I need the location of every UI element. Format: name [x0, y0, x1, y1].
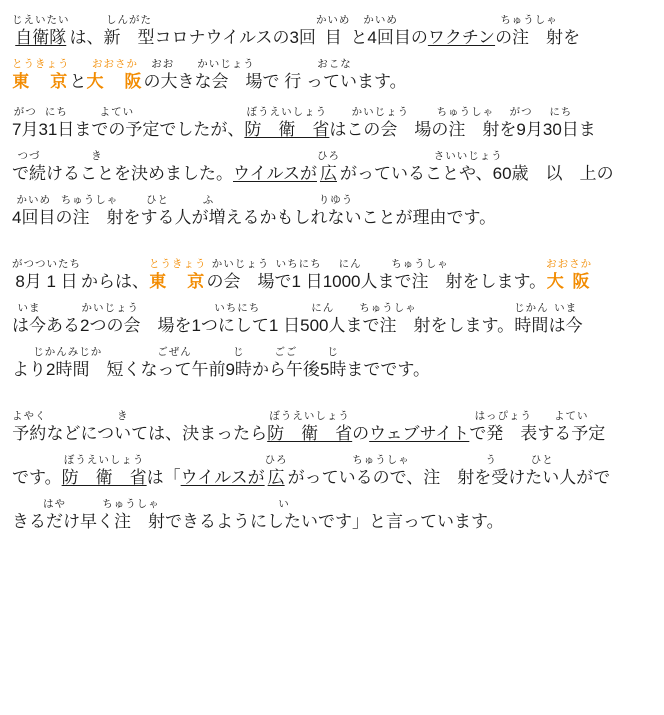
base-text: く注 射: [97, 512, 165, 531]
base-text: でしたが、: [159, 120, 245, 139]
base-text: まで注 射: [377, 272, 463, 291]
word: [252, 346, 320, 380]
text-line: [12, 150, 652, 184]
base-text: 9時: [225, 360, 252, 379]
base-text: 東 京: [149, 272, 207, 291]
furigana: じかんみじか: [33, 346, 103, 358]
furigana: かいじょう: [81, 302, 139, 314]
furigana: [181, 454, 265, 467]
furigana: [411, 14, 428, 27]
word: [579, 106, 596, 140]
word: [147, 454, 181, 488]
base-text: で続: [12, 164, 46, 183]
word: [499, 106, 542, 140]
furigana: [563, 14, 580, 27]
base-text: えるかもしれないことが理由: [225, 208, 447, 227]
base-text: で発 表: [469, 424, 538, 443]
base-text: まったら: [199, 424, 268, 443]
base-text: などについては、決: [46, 424, 200, 443]
furigana: [70, 14, 104, 27]
furigana: おこな: [317, 58, 352, 70]
base-text: できるようにしたいです」と言: [165, 512, 403, 531]
word: [563, 14, 580, 48]
word: [55, 194, 123, 228]
furigana: ちゅうしゃ: [359, 302, 417, 314]
highlighted-word: [12, 58, 70, 92]
base-text: の大きな会 場: [143, 72, 263, 91]
furigana: [233, 150, 317, 163]
text-line: [12, 346, 652, 380]
furigana: [430, 302, 514, 315]
base-text: 31日: [38, 120, 75, 139]
word: [469, 410, 537, 444]
furigana: ふ: [202, 194, 215, 206]
base-text: で1 日: [274, 272, 323, 291]
base-text: をする人: [123, 208, 192, 227]
word: [159, 106, 244, 140]
furigana: ひと: [145, 194, 169, 206]
paragraph: [12, 258, 652, 380]
furigana: かいめ: [363, 14, 398, 26]
underlined-word: [428, 14, 495, 48]
furigana: はや: [43, 498, 66, 510]
furigana: にん: [311, 302, 335, 314]
word: [316, 14, 351, 48]
base-text: がで: [576, 468, 611, 487]
furigana: じかん: [514, 302, 549, 314]
word: [430, 302, 514, 336]
base-text: がっていることや、60歳 以 上: [339, 164, 597, 183]
furigana: ごご: [274, 346, 298, 358]
furigana: ひろ: [264, 454, 288, 466]
furigana: にち: [549, 106, 573, 118]
furigana: ぼうえいしょう: [269, 410, 350, 422]
furigana: [446, 194, 496, 207]
word: [97, 498, 165, 532]
word: [508, 454, 576, 488]
furigana: ひろ: [316, 150, 340, 162]
furigana: [159, 106, 244, 119]
base-text: 時間: [514, 316, 549, 335]
base-text: ワクチン: [427, 28, 496, 47]
base-text: ウェブサイト: [369, 424, 470, 443]
word: [70, 14, 104, 48]
base-text: ま: [578, 120, 596, 139]
text-line: [12, 302, 652, 336]
word: [123, 194, 191, 228]
base-text: を1つにして1 日: [174, 316, 301, 335]
base-text: けることを決: [46, 164, 148, 183]
word: [165, 498, 403, 532]
word: [12, 498, 97, 532]
base-text: です。: [12, 468, 62, 487]
underlined-word: [369, 410, 469, 444]
word: [148, 150, 233, 184]
text-line: [12, 258, 652, 292]
text-line: [12, 410, 652, 444]
furigana: じえいたい: [12, 14, 70, 26]
furigana: さいいじょう: [433, 150, 503, 162]
base-text: 広: [319, 164, 337, 183]
word: [46, 302, 174, 336]
furigana: [148, 150, 233, 163]
word: [225, 194, 446, 228]
word: [537, 410, 605, 444]
base-text: 東 京: [12, 72, 70, 91]
word: [70, 58, 87, 92]
base-text: まで注 射: [345, 316, 431, 335]
word: [340, 150, 597, 184]
text-line: [12, 498, 652, 532]
base-text: で 行 っています。: [262, 72, 407, 91]
base-text: ウイルスが: [180, 468, 265, 487]
furigana: う: [485, 454, 498, 466]
base-text: が増: [191, 208, 226, 227]
word: [12, 302, 46, 336]
base-text: けたい人: [508, 468, 577, 487]
word: [74, 106, 159, 140]
word: [352, 410, 369, 444]
furigana: よてい: [554, 410, 589, 422]
furigana: じ: [327, 346, 339, 358]
furigana: [155, 14, 316, 27]
word: [549, 302, 583, 336]
base-text: と: [69, 72, 87, 91]
word: [12, 454, 62, 488]
furigana: き: [117, 410, 129, 422]
word: [225, 346, 251, 380]
base-text: 大 阪: [546, 272, 592, 291]
furigana: ちゅうしゃ: [60, 194, 119, 206]
paragraph: [12, 14, 652, 92]
paragraph: [12, 106, 652, 228]
furigana: [81, 258, 149, 271]
furigana: しんがた: [106, 14, 152, 26]
furigana: [463, 258, 547, 271]
word: [104, 14, 155, 48]
word: [323, 258, 378, 292]
furigana: おおさか: [92, 58, 138, 70]
furigana: よやく: [12, 410, 47, 422]
furigana: おお かいじょう: [151, 58, 255, 70]
base-text: の: [352, 424, 370, 443]
base-text: 4回目: [12, 208, 56, 227]
base-text: をします。: [462, 272, 547, 291]
word: [81, 258, 149, 292]
furigana: にち: [44, 106, 68, 118]
word: [207, 258, 275, 292]
furigana: がつ: [509, 106, 533, 118]
word: [12, 410, 47, 444]
furigana: [428, 14, 495, 27]
base-text: からは、: [81, 272, 149, 291]
furigana: がつついたち: [12, 258, 81, 270]
word: [446, 194, 496, 228]
underlined-word: [181, 454, 265, 488]
furigana: がつ: [13, 106, 37, 118]
word: [12, 150, 46, 184]
word: [431, 106, 499, 140]
base-text: コロナウイルスの3回: [154, 28, 316, 47]
word: [597, 150, 614, 184]
base-text: です。: [446, 208, 497, 227]
highlighted-word: [546, 258, 592, 292]
word: [576, 454, 610, 488]
furigana: かいめ: [16, 194, 51, 206]
text-line: [12, 194, 652, 228]
base-text: 広: [267, 468, 285, 487]
word: [345, 302, 430, 336]
furigana: [70, 58, 87, 71]
furigana: [597, 150, 614, 163]
furigana: にん: [338, 258, 362, 270]
base-text: きるだけ早: [12, 512, 97, 531]
underlined-word: [317, 150, 340, 184]
word: [378, 258, 463, 292]
base-text: は「: [146, 468, 181, 487]
base-text: 500人: [300, 316, 346, 335]
underlined-word: [12, 14, 70, 48]
highlighted-word: [87, 58, 144, 92]
base-text: くなって午前: [123, 360, 226, 379]
furigana: [352, 410, 369, 423]
word: [543, 106, 579, 140]
underlined-word: [265, 454, 288, 488]
base-text: 5時: [319, 360, 347, 379]
furigana: ひと: [530, 454, 554, 466]
base-text: の: [596, 164, 614, 183]
furigana: ぼうえいしょう: [246, 106, 328, 118]
text-line: [12, 106, 652, 140]
base-text: をします。: [430, 316, 515, 335]
furigana: かいじょう: [211, 258, 270, 270]
paragraph: [12, 410, 652, 532]
furigana: ちゅうしゃ: [352, 454, 410, 466]
furigana: いちにち: [214, 302, 261, 314]
word: [275, 258, 323, 292]
furigana: おおさか: [546, 258, 593, 270]
base-text: 防 衛 省: [267, 424, 353, 443]
word: [329, 106, 431, 140]
word: [514, 302, 549, 336]
word: [403, 498, 504, 532]
base-text: の: [410, 28, 428, 47]
furigana: [403, 498, 504, 511]
base-text: を: [563, 28, 581, 47]
furigana: [576, 454, 610, 467]
furigana: [147, 454, 181, 467]
base-text: 30日: [542, 120, 579, 139]
base-text: はこの会 場: [329, 120, 432, 139]
underlined-word: [244, 106, 329, 140]
base-text: は、: [69, 28, 104, 47]
furigana: かいめ: [315, 14, 351, 26]
word: [474, 454, 508, 488]
furigana: とうきょう: [149, 258, 207, 270]
base-text: の注 射: [495, 28, 564, 47]
word: [199, 410, 267, 444]
base-text: は今: [548, 316, 583, 335]
base-text: を受: [474, 468, 509, 487]
base-text: より2時間 短: [12, 360, 124, 379]
base-text: 予約: [12, 424, 47, 443]
underlined-word: [62, 454, 147, 488]
word: [346, 346, 430, 380]
text-line: [12, 14, 652, 48]
word: [12, 106, 38, 140]
underlined-word: [233, 150, 317, 184]
furigana: いちにち: [275, 258, 322, 270]
furigana: [346, 346, 430, 359]
furigana: [199, 410, 267, 423]
base-text: めました。: [148, 164, 233, 183]
base-text: っています。: [403, 512, 504, 531]
base-text: ある2つの会 場: [46, 316, 175, 335]
furigana: かいじょう: [351, 106, 410, 118]
word: [288, 454, 475, 488]
furigana: き: [91, 150, 103, 162]
base-text: 自衛隊: [15, 28, 67, 47]
word: [191, 194, 225, 228]
furigana: [369, 410, 469, 423]
furigana: いま: [17, 302, 41, 314]
furigana: [579, 106, 596, 119]
base-text: を9月: [499, 120, 543, 139]
base-text: 目: [324, 28, 342, 47]
base-text: 防 衛 省: [244, 120, 330, 139]
word: [38, 106, 74, 140]
base-text: がっているので、注 射: [287, 468, 475, 487]
base-text: する予定: [537, 424, 606, 443]
furigana: ちゅうしゃ: [500, 14, 558, 26]
furigana: つづ: [17, 150, 41, 162]
word: [495, 14, 563, 48]
word: [12, 258, 81, 292]
word: [300, 302, 345, 336]
base-text: 防 衛 省: [61, 468, 147, 487]
furigana: ちゅうしゃ: [391, 258, 449, 270]
word: [46, 150, 148, 184]
word: [144, 58, 263, 92]
base-text: 8月 1 日: [15, 272, 78, 291]
base-text: までです。: [346, 360, 431, 379]
base-text: までの予定: [74, 120, 160, 139]
base-text: の注 射: [431, 120, 500, 139]
furigana: ちゅうしゃ: [102, 498, 160, 510]
furigana: [12, 454, 62, 467]
text-line: [12, 58, 652, 92]
word: [463, 258, 547, 292]
word: [12, 346, 123, 380]
base-text: 7月: [12, 120, 39, 139]
word: [263, 58, 407, 92]
word: [12, 194, 55, 228]
base-text: 新 型: [103, 28, 155, 47]
base-text: 大 阪: [86, 72, 144, 91]
word: [320, 346, 346, 380]
furigana: いま: [554, 302, 578, 314]
word: [123, 346, 225, 380]
base-text: の注 射: [55, 208, 124, 227]
word: [350, 14, 410, 48]
word: [47, 410, 200, 444]
underlined-word: [267, 410, 352, 444]
furigana: りゆう: [318, 194, 354, 206]
furigana: ぼうえいしょう: [63, 454, 145, 466]
word: [411, 14, 428, 48]
furigana: ちゅうしゃ: [436, 106, 495, 118]
base-text: から午後: [251, 360, 320, 379]
base-text: と4回目: [350, 28, 411, 47]
base-text: 1000人: [322, 272, 378, 291]
furigana: とうきょう: [12, 58, 70, 70]
furigana: ごぜん: [157, 346, 192, 358]
word: [174, 302, 300, 336]
furigana: よてい: [99, 106, 135, 118]
highlighted-word: [149, 258, 207, 292]
base-text: は今: [12, 316, 46, 335]
furigana: じ: [232, 346, 245, 358]
text-line: [12, 454, 652, 488]
word: [155, 14, 316, 48]
furigana: はっぴょう: [474, 410, 533, 422]
base-text: ウイルスが: [233, 164, 317, 183]
furigana: い: [278, 498, 290, 510]
base-text: の会 場: [206, 272, 275, 291]
